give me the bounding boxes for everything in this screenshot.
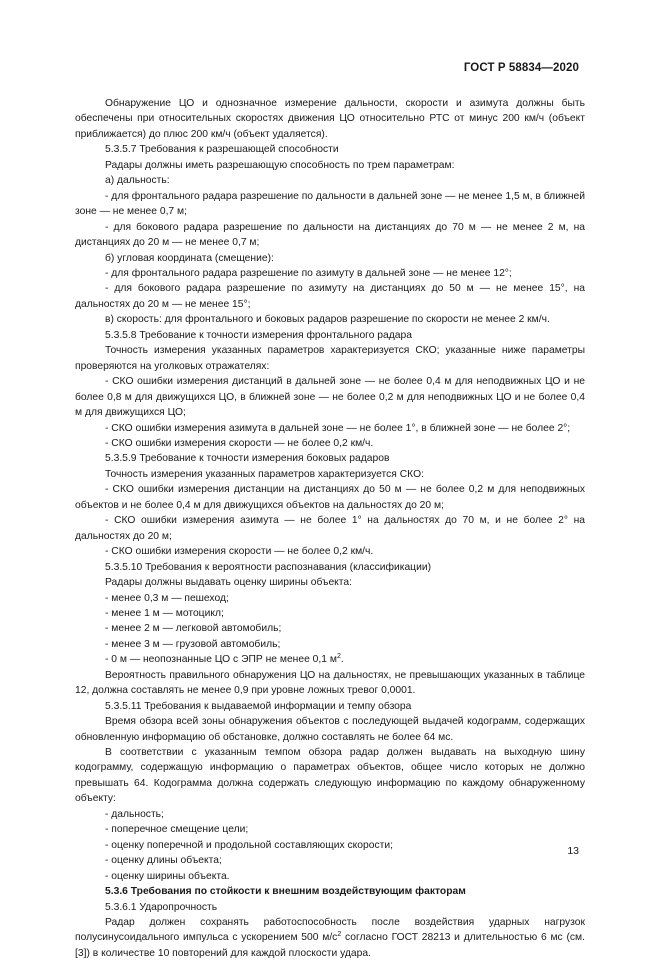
list-item: - оценку поперечной и продольной составляющих скорости; <box>105 839 393 851</box>
paragraph: Вероятность правильного обнаружения ЦО на дальностях, не превышающих указанных в таблице 12, должна составлять не менее 0,9 при уровне ложных тревог 0,0001. <box>75 669 585 697</box>
paragraph: Время обзора всей зоны обнаружения объектов с последующей выдачей кодограмм, содержащих обновленную информацию об обстановке, должно составлять не более 64 мс. <box>75 716 585 743</box>
list-item: - для бокового радара разрешение по дальности на дистанциях до 70 м — не менее 2 м, на дистанциях до 20 м — не менее 0,7 м; <box>75 221 585 249</box>
list-item: - СКО ошибки измерения азимута — не более 1° на дальностях до 70 м, и не более 2° на дальностях до 20 м; <box>75 515 585 542</box>
superscript: 2 <box>336 653 341 661</box>
section-heading: 5.3.5.10 Требования к вероятности распознавания (классификации) <box>105 561 432 573</box>
paragraph: Радары должны иметь разрешающую способность по трем параметрам: <box>105 159 455 171</box>
list-item: - менее 0,3 м — пешеход; <box>105 592 229 604</box>
section-heading: 5.3.5.11 Требования к выдаваемой информации и темпу обзора <box>105 700 412 712</box>
document-body <box>75 96 585 961</box>
list-item: - менее 2 м — легковой автомобиль; <box>105 623 282 635</box>
list-item: - СКО ошибки измерения скорости — не более 0,2 км/ч. <box>105 546 374 558</box>
section-heading: 5.3.5.8 Требование к точности измерения фронтального радара <box>105 329 412 341</box>
list-item: - оценку длины объекта; <box>105 855 222 867</box>
list-item: - дальность; <box>105 808 164 820</box>
standard-header: ГОСТ Р 58834—2020 <box>463 62 579 74</box>
list-label: а) дальность: <box>105 175 170 187</box>
list-item <box>75 652 585 667</box>
list-item: - поперечное смещение цели; <box>105 824 249 836</box>
list-label: в) скорость: для фронтального и боковых радаров разрешение по скорости не менее 2 км/ч. <box>105 314 550 326</box>
paragraph <box>75 915 585 961</box>
paragraph: Точность измерения указанных параметров характеризуется СКО: <box>105 468 424 480</box>
list-item: - оценку ширины объекта. <box>105 870 230 882</box>
section-heading-bold: 5.3.6 Требования по стойкости к внешним воздействующим факторам <box>105 886 466 898</box>
page-number: 13 <box>567 845 579 857</box>
paragraph-text: Радар должен сохранять работоспособность после воздействия ударных нагрузок полусинусоидального импульса с ускорением 500 м/с <box>75 917 585 944</box>
list-item: - СКО ошибки измерения дистанции на дистанциях до 50 м — не более 0,2 м для неподвижных объектов и не более 0,4 м для движущихся объектов на дальностях до 20 м; <box>75 484 585 511</box>
list-label: б) угловая координата (смещение): <box>105 252 274 264</box>
list-item: - СКО ошибки измерения скорости — не более 0,2 км/ч. <box>105 437 374 449</box>
list-item: - для бокового радара разрешение по азимуту на дистанциях до 50 м — не менее 15°, на дальностях до 20 м — не менее 15°; <box>75 283 585 310</box>
list-item-text: - 0 м — неопознанные ЦО с ЭПР не менее 0,1 м <box>105 654 337 666</box>
paragraph-text-tail: согласно ГОСТ 28213 и длительностью 6 мс (см. [3]) в количестве 10 повторений для каждой плоскости удара. <box>75 932 585 959</box>
paragraph: Точность измерения указанных параметров характеризуется СКО; указанные ниже параметры проверяются на уголковых отражателях: <box>75 345 585 372</box>
superscript: 2 <box>337 931 342 939</box>
paragraph: Обнаружение ЦО и однозначное измерение дальности, скорости и азимута должны быть обеспечены при относительных скоростях движения ЦО относительно РТС от минус 200 км/ч (объект приближается) до плюс 200 км/ч (объект удаляется). <box>75 98 585 140</box>
section-heading: 5.3.6.1 Ударопрочность <box>105 901 218 913</box>
punctuation: . <box>340 654 344 666</box>
paragraph: Радары должны выдавать оценку ширины объекта: <box>105 577 352 589</box>
list-item: - менее 1 м — мотоцикл; <box>105 607 224 619</box>
list-item: - для фронтального радара разрешение по дальности в дальней зоне — не менее 1,5 м, в ближней зоне — не менее 0,7 м; <box>75 190 585 218</box>
list-item: - для фронтального радара разрешение по азимуту в дальней зоне — не менее 12°; <box>105 267 512 279</box>
section-heading: 5.3.5.9 Требование к точности измерения боковых радаров <box>105 453 390 465</box>
paragraph: В соответствии с указанным темпом обзора радар должен выдавать на выходную шину кодограмму, содержащую информацию о параметрах объектов, общее число которых не должно превышать 64. Кодограмма должна содержать следующую информацию по каждому обнаруженному объекту: <box>75 747 585 805</box>
section-heading: 5.3.5.7 Требования к разрешающей способности <box>105 144 339 156</box>
list-item: - СКО ошибки измерения азимута в дальней зоне — не более 1°, в ближней зоне — не более 2°; <box>105 422 571 434</box>
list-item: - менее 3 м — грузовой автомобиль; <box>105 638 281 650</box>
list-item: - СКО ошибки измерения дистанций в дальней зоне — не более 0,4 м для неподвижных ЦО и не более 0,8 м для движущихся ЦО, в ближней зоне — не более 0,2 м для неподвижных ЦО и не более 0,4 м для движущихся ЦО; <box>75 376 585 419</box>
